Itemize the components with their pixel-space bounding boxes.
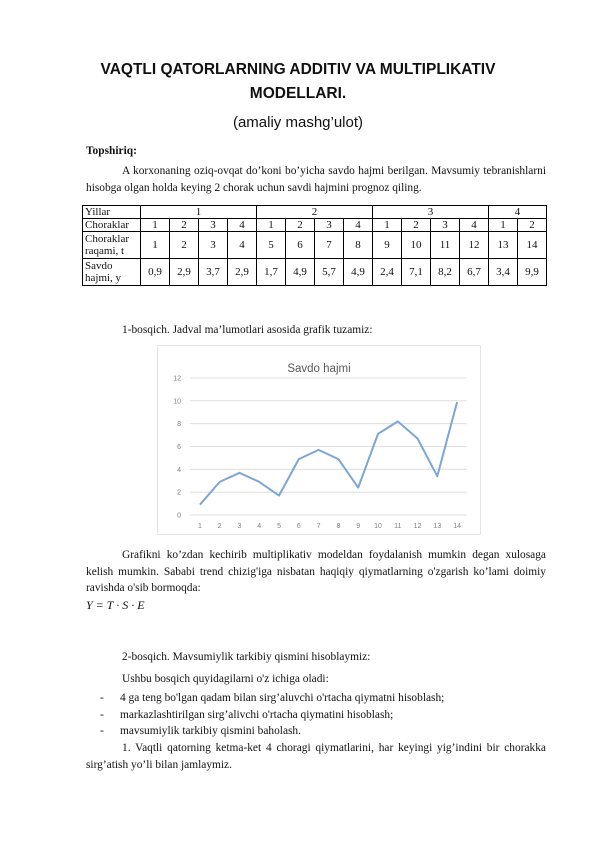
number-cell: 8 [344, 232, 373, 259]
y-tick-label: 6 [177, 444, 181, 451]
quarter-cell: 4 [344, 219, 373, 232]
quarter-cell: 1 [141, 219, 170, 232]
list-item-text: 4 ga teng bo'lgan qadam bilan sirg’aluvchi o'rtacha qiymatni hisoblash; [120, 692, 445, 704]
table-row-volumes [83, 259, 547, 286]
quarter-cell: 1 [373, 219, 402, 232]
x-tick-label: 13 [433, 523, 442, 530]
analysis-paragraph: Grafikni ko’zdan kechirib multiplikativ modeldan foydalanish mumkin degan xulosaga kelish mumkin. Sababi trend chizig'iga nisbatan haqiqiy qiymatlarning o'zgarish ko’lami doimiy ravishda o'sib bormoqda: [86, 549, 546, 594]
row-header-volumes: Savdo hajmi, y [83, 259, 141, 286]
data-table [82, 205, 547, 286]
step2-heading: 2-bosqich. Mavsumiylik tarkibiy qismini hisoblaymiz: [122, 651, 371, 663]
x-tick-label: 9 [356, 523, 361, 530]
task-text: A korxonaning oziq-ovqat do’koni bo’yicha savdo hajmi berilgan. Mavsumiy tebranishlarni hisobga olgan holda keying 2 chorak uchun savdi hajmini prognoz qiling. [86, 165, 546, 194]
sales-line-chart [157, 345, 481, 535]
y-tick-label: 10 [173, 398, 181, 406]
table-row-quarters [83, 219, 547, 232]
page-title: VAQTLI QATORLARNING ADDITIV VA MULTIPLIKATIV MODELLARI. [100, 61, 496, 102]
x-tick-label: 1 [197, 523, 202, 530]
step2-paragraph: 1. Vaqtli qatorning ketma-ket 4 choragi qiymatlarini, har keyingi yig’indini bir chorakka sirg’atish yo’li bilan jamlaymiz. [86, 742, 546, 771]
quarter-cell: 3 [315, 219, 344, 232]
x-tick-label: 4 [257, 523, 262, 530]
step-list [100, 690, 444, 740]
quarter-cell: 4 [460, 219, 489, 232]
x-tick-label: 11 [394, 523, 402, 530]
list-dash: - [100, 708, 104, 721]
table-row-years [83, 206, 547, 219]
x-tick-label: 8 [336, 523, 341, 530]
number-cell: 3 [199, 232, 228, 259]
number-cell: 10 [402, 232, 431, 259]
volume-cell: 3,4 [489, 259, 518, 286]
x-tick-label: 2 [217, 523, 222, 530]
row-header-years: Yillar [83, 206, 141, 219]
number-cell: 12 [460, 232, 489, 259]
y-tick-label: 8 [177, 421, 181, 429]
volume-cell: 6,7 [460, 259, 489, 286]
year-cell: 4 [489, 206, 547, 219]
x-tick-label: 14 [453, 523, 462, 530]
quarter-cell: 3 [199, 219, 228, 232]
x-tick-label: 10 [374, 523, 382, 530]
step2-intro: Ushbu bosqich quyidagilarni o'z ichiga oladi: [122, 673, 329, 685]
volume-cell: 9,9 [518, 259, 547, 286]
quarter-cell: 2 [286, 219, 315, 232]
y-tick-label: 0 [177, 512, 181, 520]
number-cell: 9 [373, 232, 402, 259]
number-cell: 5 [257, 232, 286, 259]
quarter-cell: 3 [431, 219, 460, 232]
volume-cell: 2,4 [373, 259, 402, 286]
model-formula: Y = T · S · E [86, 598, 145, 612]
quarter-cell: 2 [170, 219, 199, 232]
list-item [100, 707, 444, 724]
volume-cell: 1,7 [257, 259, 286, 286]
y-tick-label: 12 [173, 375, 181, 383]
y-tick-label: 4 [177, 466, 181, 474]
volume-cell: 8,2 [431, 259, 460, 286]
number-cell: 11 [431, 232, 460, 259]
chart-title: Savdo hajmi [287, 363, 351, 375]
number-cell: 6 [286, 232, 315, 259]
number-cell: 1 [141, 232, 170, 259]
x-tick-label: 5 [277, 523, 281, 530]
quarter-cell: 1 [489, 219, 518, 232]
table-row-numbers [83, 232, 547, 259]
quarter-cell: 2 [402, 219, 431, 232]
number-cell: 13 [489, 232, 518, 259]
quarter-cell: 1 [257, 219, 286, 232]
volume-cell: 7,1 [402, 259, 431, 286]
list-item-text: markazlashtirilgan sirg’alivchi o'rtacha qiymatini hisoblash; [120, 708, 394, 721]
x-tick-label: 3 [237, 523, 242, 530]
row-header-quarters: Choraklar [83, 219, 141, 232]
quarter-cell: 2 [518, 219, 547, 232]
volume-cell: 4,9 [286, 259, 315, 286]
x-tick-label: 7 [316, 523, 321, 530]
x-tick-label: 6 [296, 523, 301, 530]
volume-cell: 2,9 [228, 259, 257, 286]
list-dash: - [100, 725, 104, 737]
volume-cell: 3,7 [199, 259, 228, 286]
volume-cell: 2,9 [170, 259, 199, 286]
x-tick-label: 12 [413, 523, 422, 530]
quarter-cell: 4 [228, 219, 257, 232]
number-cell: 14 [518, 232, 547, 259]
number-cell: 7 [315, 232, 344, 259]
volume-cell: 4,9 [344, 259, 373, 286]
task-label: Topshiriq: [86, 145, 137, 157]
year-cell: 3 [373, 206, 489, 219]
volume-cell: 5,7 [315, 259, 344, 286]
number-cell: 2 [170, 232, 199, 259]
row-header-numbers: Choraklar raqami, t [83, 232, 141, 259]
list-item-text: mavsumiylik tarkibiy qismini baholash. [120, 725, 301, 737]
list-item [100, 690, 444, 707]
volume-cell: 0,9 [141, 259, 170, 286]
year-cell: 1 [141, 206, 257, 219]
list-dash: - [100, 692, 104, 704]
page-subtitle: (amaliy mashg’ulot) [232, 114, 364, 131]
step1-heading: 1-bosqich. Jadval ma’lumotlari asosida grafik tuzamiz: [122, 324, 373, 336]
year-cell: 2 [257, 206, 373, 219]
number-cell: 4 [228, 232, 257, 259]
y-tick-label: 2 [177, 489, 181, 497]
list-item [100, 723, 444, 740]
